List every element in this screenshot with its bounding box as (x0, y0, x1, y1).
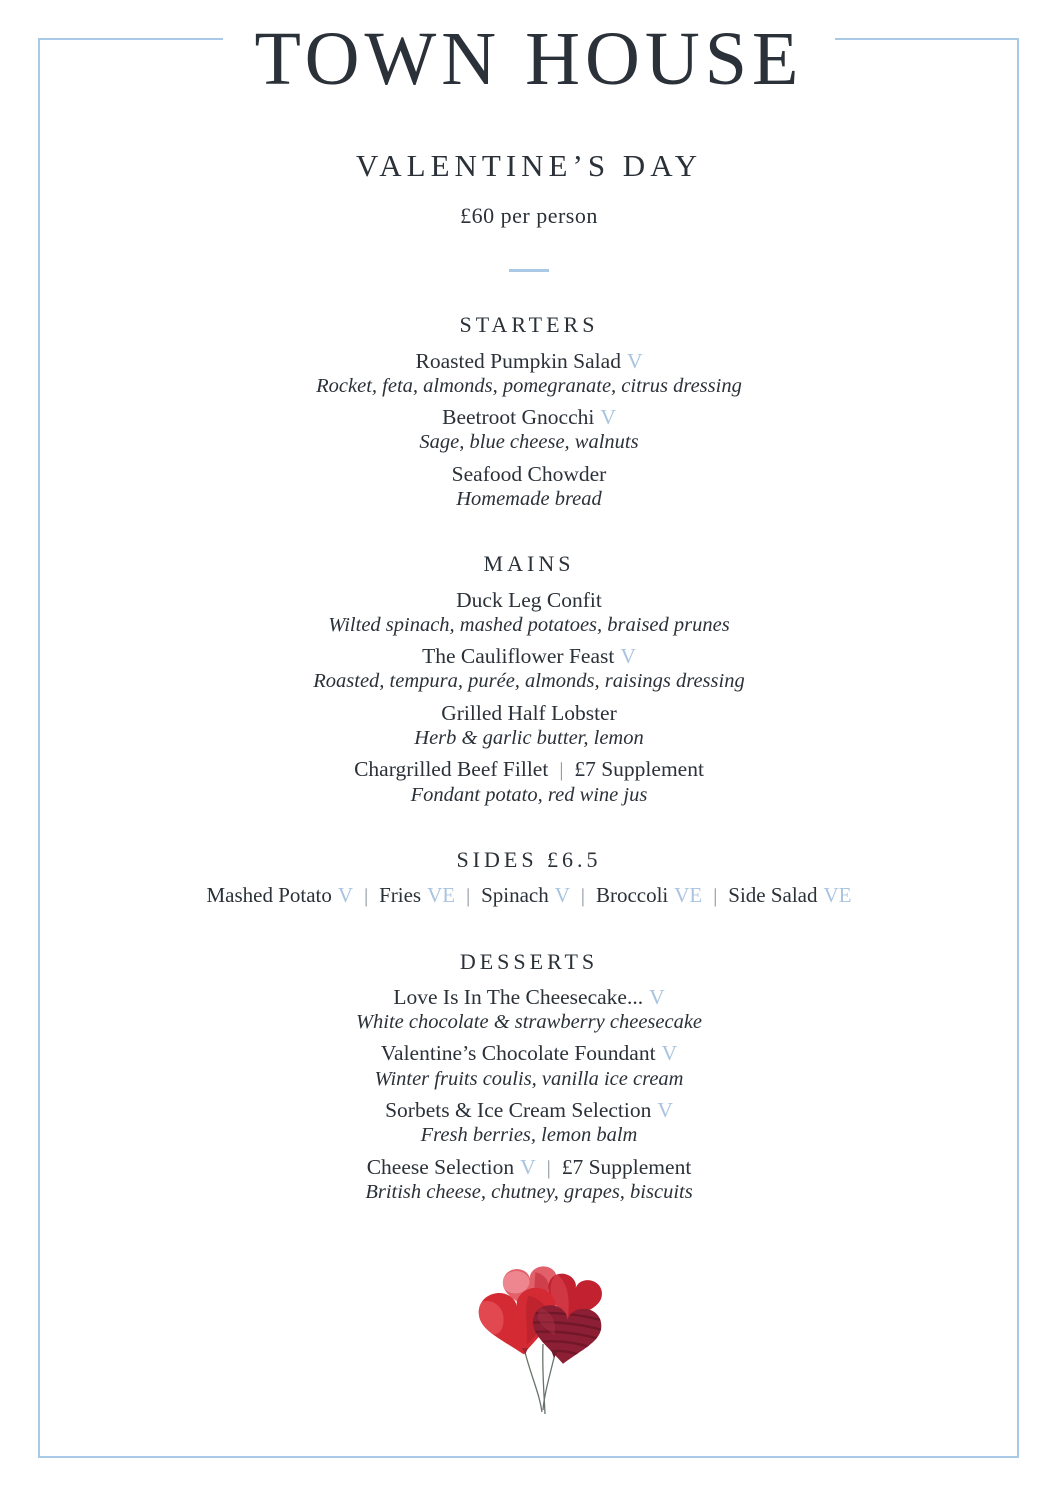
menu-header (0, 0, 1058, 272)
menu-item (0, 1155, 1058, 1205)
item-name-line (0, 588, 1058, 613)
sides-separator: | (364, 885, 369, 908)
item-description: Fondant potato, red wine jus (410, 783, 648, 806)
item-name-line (0, 349, 1058, 374)
veg-badge: VE (427, 883, 456, 908)
item-name: Duck Leg Confit (456, 587, 602, 612)
item-name-line (0, 1098, 1058, 1123)
veg-badge: V (626, 348, 643, 373)
divider-line (509, 269, 549, 272)
brand-title: TOWN HOUSE (223, 20, 836, 99)
menu-section (0, 949, 1058, 1205)
item-description: Herb & garlic butter, lemon (414, 727, 644, 749)
menu-item (0, 1098, 1058, 1148)
item-name-line (0, 1155, 1058, 1181)
veg-badge: V (337, 883, 354, 908)
item-description: British cheese, chutney, grapes, biscuits (365, 1181, 693, 1204)
item-name: Sorbets & Ice Cream Selection (385, 1098, 652, 1123)
menu-section (0, 551, 1058, 807)
item-name: Beetroot Gnocchi (442, 405, 595, 430)
item-name-line (0, 757, 1058, 783)
heart-balloons-svg (458, 1252, 628, 1427)
item-name-line (0, 644, 1058, 669)
menu-sections (0, 312, 1058, 1204)
sides-separator: | (466, 885, 471, 908)
section-heading: MAINS (483, 551, 575, 577)
section-heading: SIDES £6.5 (456, 846, 602, 872)
menu-section (0, 312, 1058, 511)
menu-item (0, 462, 1058, 512)
veg-badge: V (554, 883, 570, 908)
section-heading: STARTERS (459, 312, 599, 338)
heart-balloons-illustration (458, 1252, 628, 1427)
veg-badge: V (620, 644, 636, 669)
item-name: Chargrilled Beef Fillet (354, 757, 549, 782)
menu-item (0, 588, 1058, 638)
item-name: The Cauliflower Feast (422, 644, 615, 669)
menu-item (0, 644, 1058, 694)
price-per-person: £60 per person (460, 203, 598, 229)
item-description: Sage, blue cheese, walnuts (419, 431, 639, 454)
item-name-line (0, 985, 1058, 1010)
item-description: Fresh berries, lemon balm (420, 1124, 638, 1147)
side-item-name: Spinach (481, 883, 549, 908)
item-description: White chocolate & strawberry cheesecake (355, 1011, 703, 1034)
item-name: Grilled Half Lobster (441, 700, 617, 725)
veg-badge: V (649, 984, 665, 1009)
side-item-name: Mashed Potato (206, 883, 332, 908)
item-name: Love Is In The Cheesecake... (393, 984, 644, 1009)
item-name: Seafood Chowder (451, 461, 607, 486)
veg-badge: V (520, 1154, 536, 1179)
menu-item (0, 757, 1058, 807)
menu-item (0, 985, 1058, 1035)
item-name: Cheese Selection (366, 1154, 515, 1179)
menu-item (0, 701, 1058, 751)
veg-badge: VE (823, 883, 852, 908)
section-heading: DESSERTS (459, 948, 599, 974)
menu-item (0, 1041, 1058, 1091)
sides-line (0, 883, 1058, 908)
item-description: Wilted spinach, mashed potatoes, braised prunes (328, 613, 730, 636)
menu-item (0, 349, 1058, 399)
veg-badge: VE (674, 883, 703, 908)
item-description: Roasted, tempura, purée, almonds, raisings dressing (313, 670, 745, 693)
sides-separator: | (713, 885, 718, 908)
item-name-line (0, 1041, 1058, 1066)
side-item-name: Side Salad (728, 883, 818, 908)
item-description: Homemade bread (456, 487, 602, 510)
side-item-name: Fries (379, 883, 422, 908)
veg-badge: V (600, 405, 616, 430)
sides-separator: | (580, 885, 585, 908)
item-name: Valentine’s Chocolate Foundant (380, 1041, 656, 1066)
menu-item (0, 405, 1058, 455)
supplement-separator: | (559, 759, 564, 782)
supplement-label: £7 Supplement (574, 757, 704, 782)
menu-section (0, 847, 1058, 909)
side-item-name: Broccoli (595, 883, 669, 908)
event-title: VALENTINE’S DAY (355, 148, 703, 184)
supplement-label: £7 Supplement (561, 1154, 692, 1179)
item-description: Rocket, feta, almonds, pomegranate, citrus dressing (316, 374, 742, 397)
item-name-line (0, 405, 1058, 430)
veg-badge: V (661, 1041, 678, 1066)
item-name-line (0, 462, 1058, 487)
veg-badge: V (657, 1098, 673, 1123)
item-description: Winter fruits coulis, vanilla ice cream (374, 1067, 684, 1090)
supplement-separator: | (546, 1156, 551, 1179)
item-name-line (0, 701, 1058, 726)
item-name: Roasted Pumpkin Salad (415, 348, 621, 373)
